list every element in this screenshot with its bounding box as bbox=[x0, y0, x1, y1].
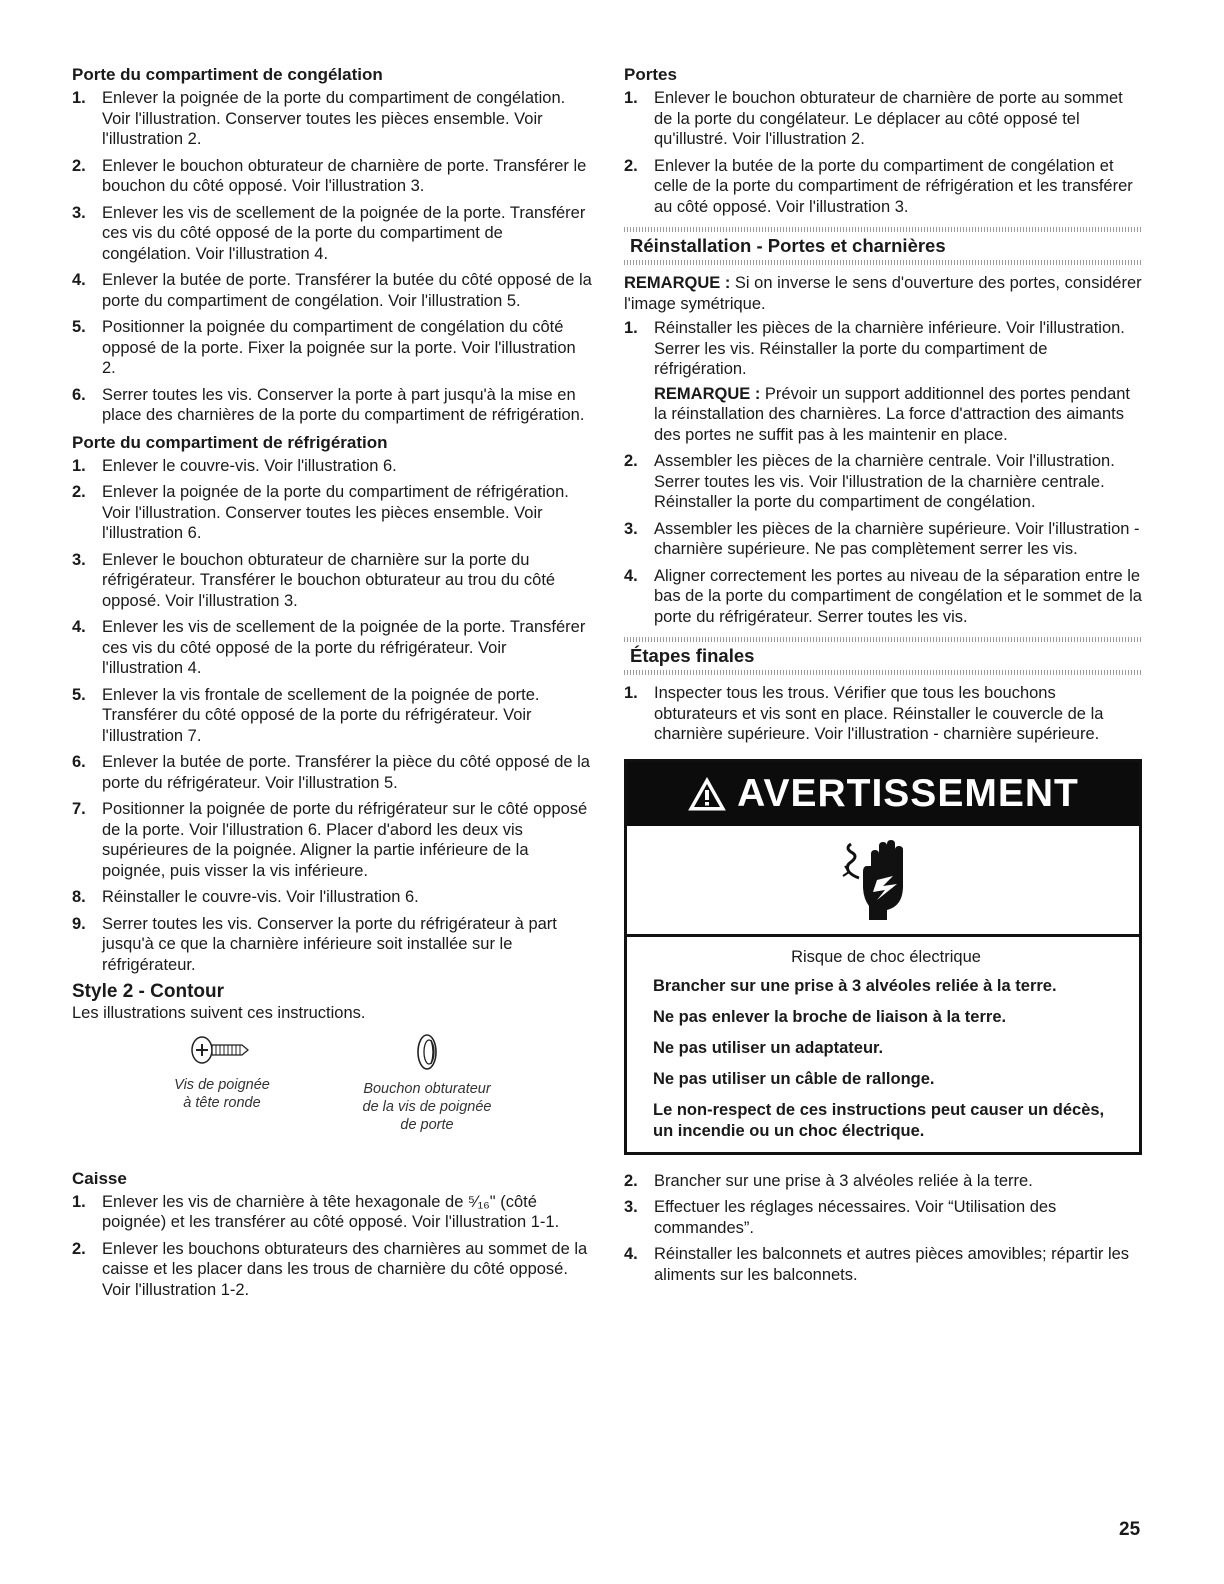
step-text: Enlever le bouchon obturateur de charnière de porte. Transférer le bouchon du côté opposé. Voir l'illustration 3. bbox=[102, 156, 587, 195]
freezer-steps-list bbox=[72, 88, 592, 426]
fridge-steps-list bbox=[72, 456, 592, 976]
step-number: 4. bbox=[624, 1245, 638, 1263]
final-steps-heading: Étapes finales bbox=[630, 645, 755, 666]
step-number: 4. bbox=[72, 271, 86, 289]
reinstall-steps-list bbox=[624, 318, 1142, 627]
step-number: 3. bbox=[72, 203, 86, 222]
list-item bbox=[624, 156, 1142, 218]
step-text: Effectuer les réglages nécessaires. Voir “Utilisation des commandes”. bbox=[654, 1198, 1057, 1237]
step-text: Serrer toutes les vis. Conserver la porte à part jusqu'à la mise en place des charnières de la porte du compartiment de réfrigération. bbox=[102, 385, 585, 424]
step-number: 1. bbox=[72, 1192, 86, 1211]
list-item bbox=[72, 88, 592, 150]
step-text: Assembler les pièces de la charnière centrale. Voir l'illustration. Serrer toutes les vis. Voir l'illustration de la charnière centrale. Réinstaller la porte du compartiment de congélation. bbox=[654, 452, 1115, 511]
step-text: Enlever la poignée de la porte du compartiment de congélation. Voir l'illustration. Conserver toutes les pièces ensemble. Voir l'illustration 2. bbox=[102, 89, 566, 148]
step-text: Enlever le bouchon obturateur de charnière sur la porte du réfrigérateur. Transférer le bouchon obturateur au trou du côté opposé. Voir l'illustration 3. bbox=[102, 550, 556, 610]
list-item bbox=[624, 683, 1142, 745]
reinstall-remark bbox=[624, 273, 1142, 314]
step-text: Réinstaller le couvre-vis. Voir l'illustration 6. bbox=[102, 888, 419, 906]
step-number: 3. bbox=[624, 1198, 638, 1216]
warning-symbol-area bbox=[627, 826, 1139, 937]
warning-risk: Risque de choc électrique bbox=[791, 947, 981, 966]
reinstall-note-label: REMARQUE : bbox=[654, 384, 761, 403]
step-text: Enlever la butée de porte. Transférer la butée du côté opposé de la porte du compartiment de congélation. Voir l'illustration 5. bbox=[102, 271, 592, 310]
round-head-screw-caption: Vis de poignée à tête ronde bbox=[174, 1076, 270, 1111]
step-number: 1. bbox=[624, 319, 638, 337]
step-number: 6. bbox=[72, 385, 86, 404]
step-number: 8. bbox=[72, 888, 86, 906]
right-column bbox=[624, 64, 1142, 1291]
list-item bbox=[72, 482, 592, 544]
list-item bbox=[72, 385, 592, 426]
list-item bbox=[624, 451, 1142, 513]
list-item bbox=[624, 1171, 1142, 1192]
step-text: Enlever la poignée de la porte du compartiment de réfrigération. Voir l'illustration. Conserver toutes les pièces ensemble. Voir l'illustration 6. bbox=[102, 483, 569, 542]
list-item bbox=[72, 156, 592, 197]
step-number: 2. bbox=[72, 156, 86, 175]
reinstall-section-header bbox=[624, 227, 1142, 265]
step-text: Positionner la poignée de porte du réfrigérateur sur le côté opposé de la porte. Voir l'illustration 6. Placer d'abord les deux vis supérieures de la poignée. Aligner la partie inférieure de la poignée, puis visser la vis inférieure. bbox=[102, 800, 588, 880]
step-number: 1. bbox=[624, 89, 638, 107]
list-item bbox=[72, 752, 592, 793]
list-item bbox=[72, 1239, 592, 1301]
reinstall-remark-label: REMARQUE : bbox=[624, 274, 731, 292]
page-number: 25 bbox=[1119, 1519, 1141, 1540]
reinstall-note bbox=[654, 384, 1142, 446]
warning-title: AVERTISSEMENT bbox=[737, 771, 1079, 815]
warning-rule: Brancher sur une prise à 3 alvéoles reliée à la terre. bbox=[653, 976, 1057, 995]
list-item bbox=[72, 685, 592, 747]
step-text: Enlever la butée de porte. Transférer la pièce du côté opposé de la porte du réfrigérateur. Voir l'illustration 5. bbox=[102, 753, 590, 792]
list-item bbox=[72, 914, 592, 976]
figure-hole-plug bbox=[337, 1030, 517, 1134]
list-item bbox=[72, 1192, 592, 1233]
style2-figures bbox=[72, 1030, 592, 1164]
step-number: 6. bbox=[72, 753, 86, 771]
step-text: Enlever les vis de scellement de la poignée de la porte. Transférer ces vis du côté opposé de la porte du compartiment de congélation. Voir l'illustration 4. bbox=[102, 203, 586, 263]
list-item bbox=[72, 617, 592, 679]
step-number: 2. bbox=[72, 1239, 86, 1258]
step-number: 7. bbox=[72, 800, 86, 818]
style2-intro: Les illustrations suivent ces instructions. bbox=[72, 1004, 366, 1022]
list-item bbox=[624, 519, 1142, 560]
step-number: 9. bbox=[72, 914, 86, 933]
warning-box bbox=[624, 759, 1142, 1155]
step-text: Enlever le couvre-vis. Voir l'illustration 6. bbox=[102, 456, 397, 475]
list-item bbox=[72, 317, 592, 379]
step-number: 4. bbox=[72, 618, 86, 636]
list-item bbox=[72, 270, 592, 311]
step-text: Inspecter tous les trous. Vérifier que tous les bouchons obturateurs et vis sont en place. Réinstaller le couvercle de la charnière supérieure. Voir l'illustration - charnière supérieure. bbox=[654, 684, 1104, 743]
step-number: 2. bbox=[72, 483, 86, 501]
step-text: Assembler les pièces de la charnière supérieure. Voir l'illustration - charnière supérieure. Ne pas complètement serrer les vis. bbox=[654, 519, 1140, 558]
reinstall-heading: Réinstallation - Portes et charnières bbox=[630, 235, 946, 256]
step-text: Positionner la poignée du compartiment de congélation du côté opposé de la porte. Fixer la poignée sur la porte. Voir l'illustration 2. bbox=[102, 318, 576, 377]
step-text: Réinstaller les balconnets et autres pièces amovibles; répartir les aliments sur les balconnets. bbox=[654, 1245, 1130, 1284]
list-item bbox=[624, 318, 1142, 445]
warning-header bbox=[627, 762, 1139, 826]
freezer-door-heading: Porte du compartiment de congélation bbox=[72, 65, 383, 84]
list-item bbox=[624, 1197, 1142, 1238]
list-item bbox=[624, 88, 1142, 150]
warning-rule: Ne pas utiliser un adaptateur. bbox=[653, 1038, 884, 1057]
figure-round-head-screw bbox=[132, 1030, 312, 1112]
caisse-heading: Caisse bbox=[72, 1168, 127, 1188]
step-number: 3. bbox=[624, 519, 638, 538]
step-text: Enlever les vis de charnière à tête hexagonale de ⁵⁄₁₆" (côté poignée) et les transférer au côté opposé. Voir l'illustration 1-1. bbox=[102, 1192, 560, 1231]
doors-steps-list bbox=[624, 88, 1142, 217]
step-text: Enlever les vis de scellement de la poignée de la porte. Transférer ces vis du côté opposé de la porte du réfrigérateur. Voir l'illustration 4. bbox=[102, 618, 586, 677]
fridge-door-heading: Porte du compartiment de réfrigération bbox=[72, 432, 388, 452]
list-item bbox=[72, 456, 592, 477]
step-text: Serrer toutes les vis. Conserver la porte du réfrigérateur à part jusqu'à ce que la charnière inférieure soit installée sur le réfrigérateur. bbox=[102, 914, 557, 974]
final-steps-list-b bbox=[624, 1171, 1142, 1286]
list-item bbox=[72, 550, 592, 612]
step-number: 1. bbox=[624, 684, 638, 702]
hole-plug-icon bbox=[407, 1030, 447, 1074]
reinstall-remark-text: Si on inverse le sens d'ouverture des portes, considérer l'image symétrique. bbox=[624, 274, 1142, 313]
list-item bbox=[72, 799, 592, 881]
doors-heading: Portes bbox=[624, 65, 677, 84]
step-text: Enlever la butée de la porte du compartiment de congélation et celle de la porte du compartiment de réfrigération et les transférer au côté opposé. Voir l'illustration 3. bbox=[654, 156, 1133, 216]
step-number: 1. bbox=[72, 456, 86, 475]
hole-plug-caption: Bouchon obturateur de la vis de poignée de porte bbox=[362, 1080, 492, 1133]
left-column bbox=[72, 64, 592, 1306]
list-item bbox=[72, 887, 592, 908]
reinstall-note-text: Prévoir un support additionnel des portes pendant la réinstallation des charnières. La force d'attraction des aimants des portes ne suffit pas à les maintenir en place. bbox=[654, 384, 1131, 444]
step-text: Brancher sur une prise à 3 alvéoles reliée à la terre. bbox=[654, 1171, 1033, 1190]
list-item bbox=[624, 1244, 1142, 1285]
step-number: 1. bbox=[72, 89, 86, 107]
step-text: Enlever la vis frontale de scellement de la poignée de porte. Transférer du côté opposé de la porte du réfrigérateur. Voir l'illustration 7. bbox=[102, 685, 540, 745]
step-number: 2. bbox=[624, 452, 638, 470]
list-item bbox=[624, 566, 1142, 628]
warning-body bbox=[627, 937, 1139, 1152]
warning-triangle-icon bbox=[687, 776, 727, 812]
final-steps-list-a bbox=[624, 683, 1142, 745]
step-number: 5. bbox=[72, 318, 86, 336]
final-steps-section-header bbox=[624, 637, 1142, 675]
caisse-steps-list bbox=[72, 1192, 592, 1301]
list-item bbox=[72, 203, 592, 265]
step-number: 4. bbox=[624, 566, 638, 585]
step-number: 2. bbox=[624, 1171, 638, 1190]
warning-rule: Ne pas utiliser un câble de rallonge. bbox=[653, 1069, 935, 1088]
electric-shock-hand-icon bbox=[841, 836, 925, 924]
step-number: 3. bbox=[72, 550, 86, 569]
step-number: 5. bbox=[72, 685, 86, 704]
step-text: Réinstaller les pièces de la charnière inférieure. Voir l'illustration. Serrer les vis. Réinstaller la porte du compartiment de réfrigération. bbox=[654, 319, 1125, 378]
step-text: Aligner correctement les portes au niveau de la séparation entre le bas de la porte du compartiment de congélation et le sommet de la porte du réfrigérateur. Serrer toutes les vis. bbox=[654, 566, 1142, 626]
step-number: 2. bbox=[624, 156, 638, 175]
style2-heading: Style 2 - Contour bbox=[72, 981, 225, 1002]
warning-rule: Ne pas enlever la broche de liaison à la terre. bbox=[653, 1007, 1007, 1026]
step-text: Enlever les bouchons obturateurs des charnières au sommet de la caisse et les placer dans les trous de charnière du côté opposé. Voir l'illustration 1-2. bbox=[102, 1239, 588, 1299]
warning-rule: Le non-respect de ces instructions peut causer un décès, un incendie ou un choc électrique. bbox=[653, 1100, 1105, 1140]
round-head-screw-icon bbox=[182, 1030, 262, 1070]
step-text: Enlever le bouchon obturateur de charnière de porte au sommet de la porte du congélateur. Le déplacer au côté opposé tel qu'illustré. Voir l'illustration 2. bbox=[654, 89, 1123, 148]
